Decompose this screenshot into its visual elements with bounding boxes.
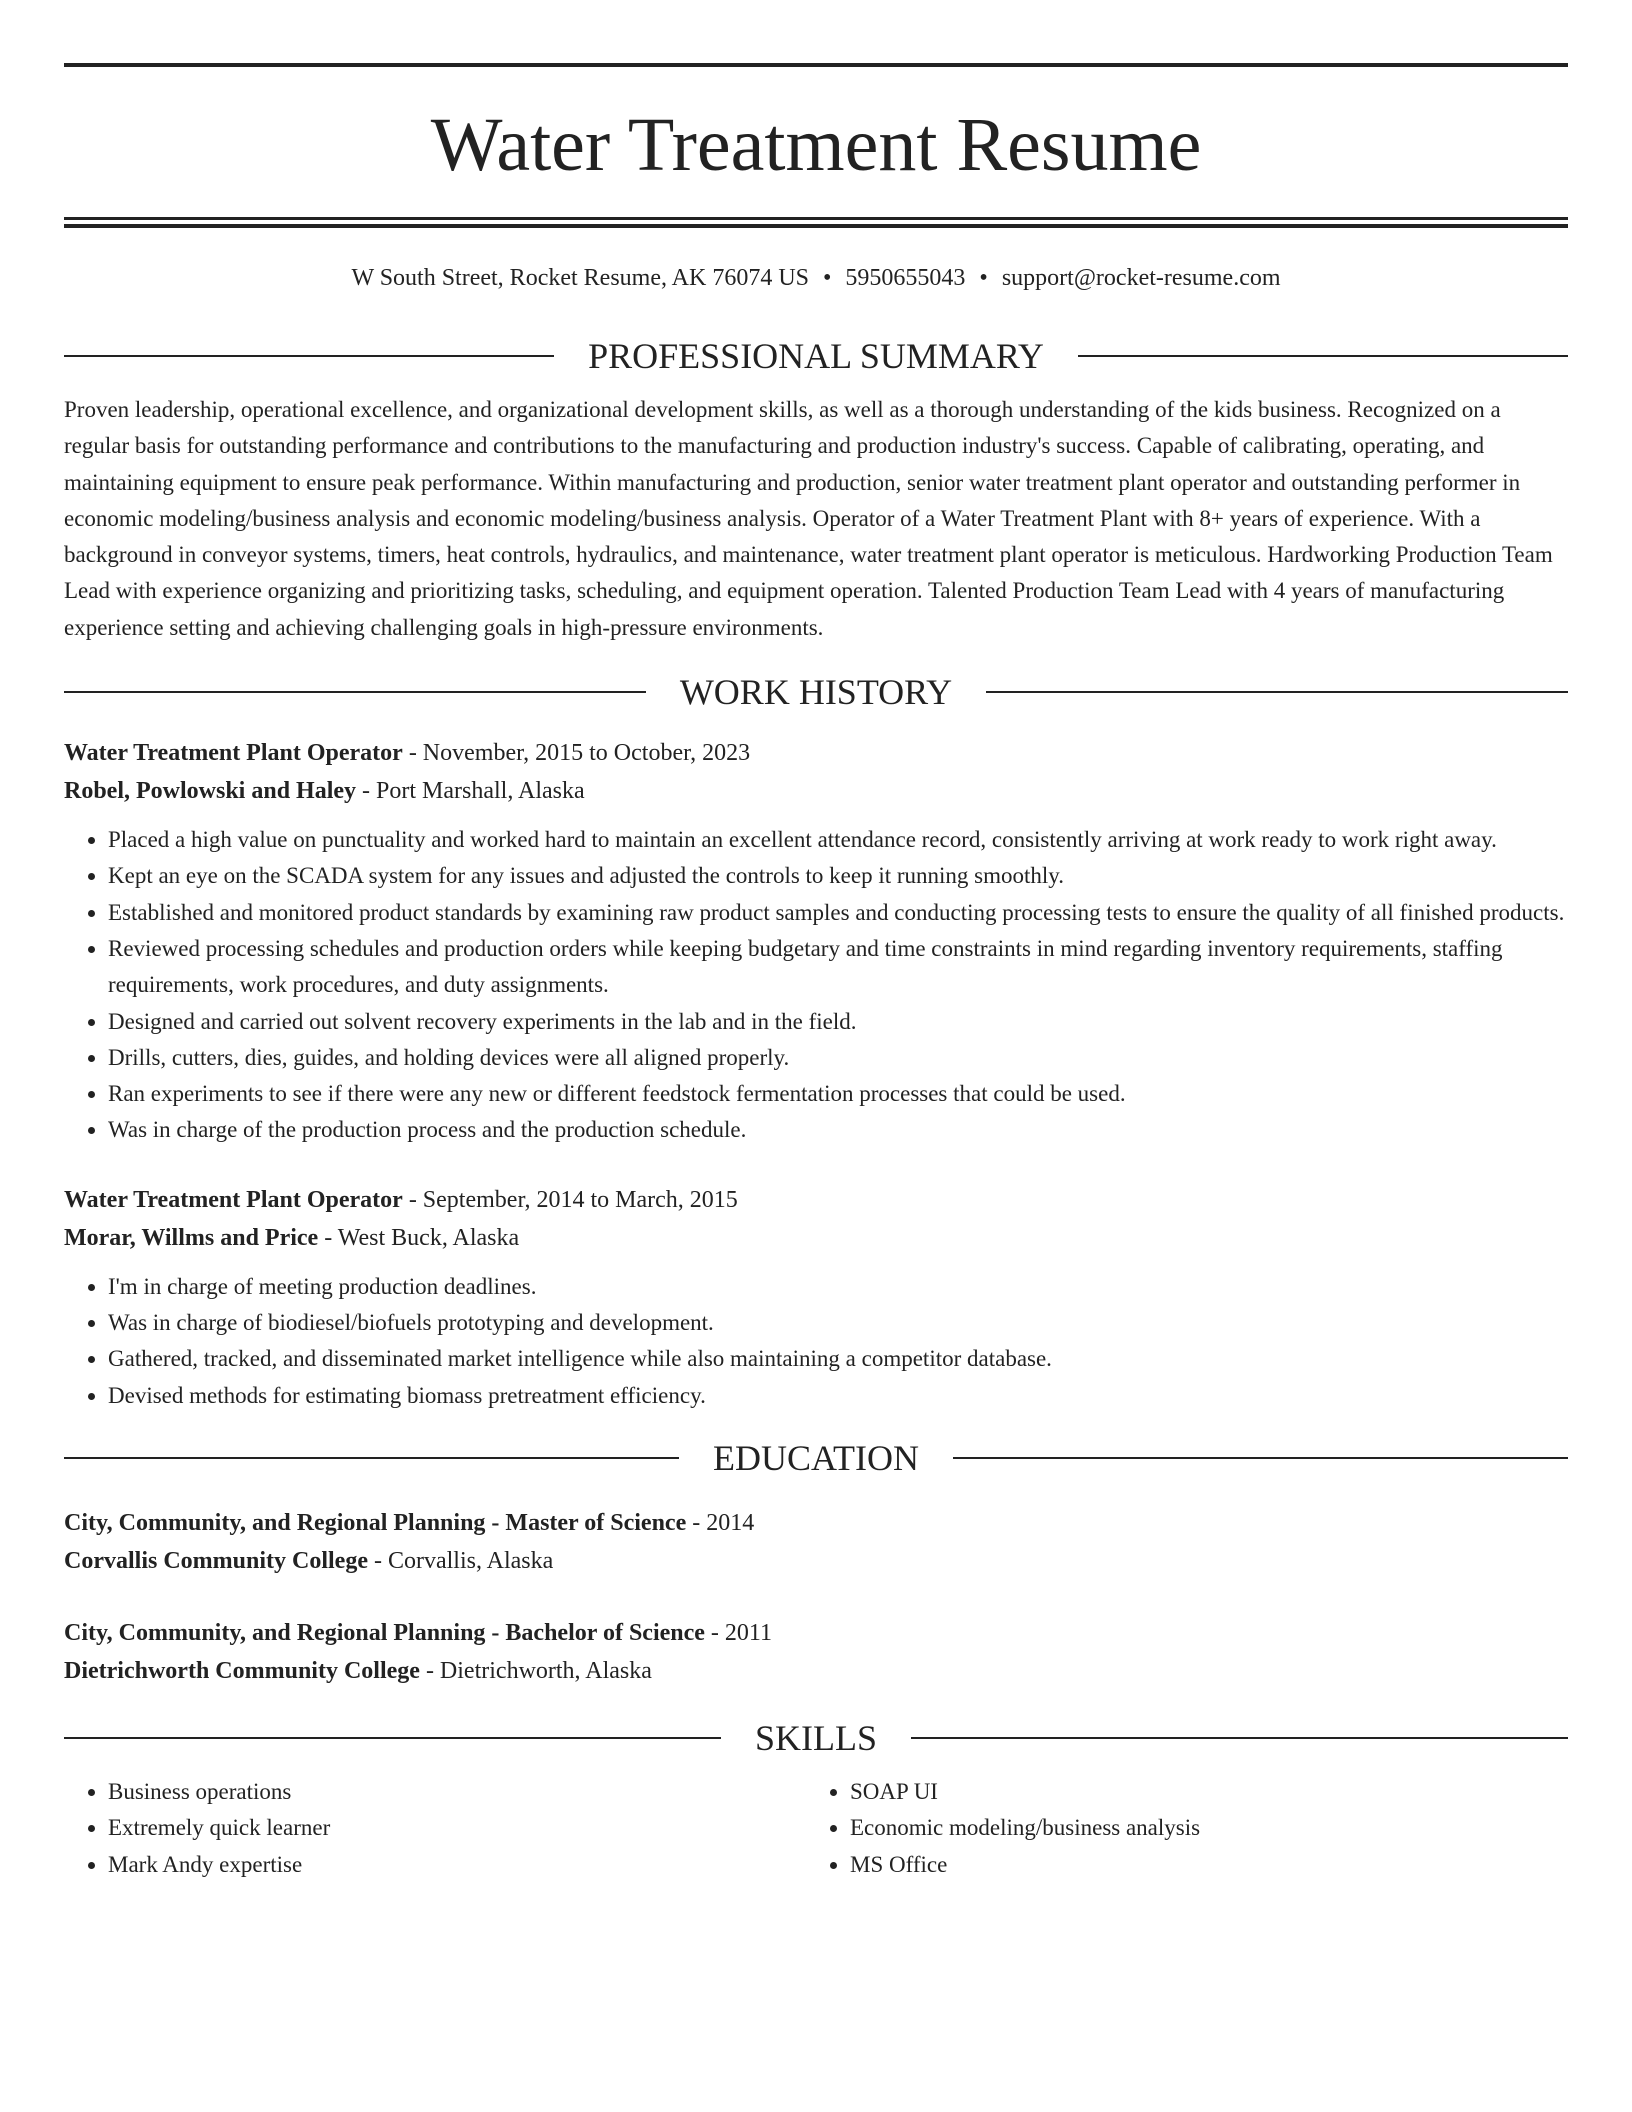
education-school-line	[64, 1652, 1568, 1690]
skills-heading: SKILLS	[755, 1717, 878, 1758]
job-company-line	[64, 1219, 1568, 1257]
job-title: Water Treatment Plant Operator	[64, 740, 403, 767]
job-location: - Port Marshall, Alaska	[356, 778, 585, 805]
skill-item: • Mark Andy expertise	[108, 1847, 806, 1883]
skill-item: • SOAP UI	[850, 1774, 1548, 1810]
title-double-rule	[64, 217, 1568, 228]
resume-page	[64, 63, 1568, 1883]
skills-list	[64, 1774, 1568, 1883]
summary-text: Proven leadership, operational excellence, and organizational development skills, as well as a thorough understanding of the kids business. Recognized on a regular basis for outstanding performance and contributions to the manufacturing and production industry's success. Capable of calibrating, operating, and maintaining equipment to ensure peak performance. Within manufacturing and production, senior water treatment plant operator and outstanding performer in economic modeling/business analysis and economic modeling/business analysis. Operator of a Water Treatment Plant with 8+ years of experience. With a background in conveyor systems, timers, heat controls, hydraulics, and maintenance, water treatment plant operator is meticulous. Hardworking Production Team Lead with experience organizing and prioritizing tasks, scheduling, and equipment operation. Talented Production Team Lead with 4 years of manufacturing experience setting and achieving challenging goals in high-pressure environments.	[64, 397, 1553, 640]
job-bullet: • Kept an eye on the SCADA system for any issues and adjusted the controls to keep it running smoothly.	[108, 858, 1568, 894]
education-degree: City, Community, and Regional Planning - Master of Science	[64, 1509, 687, 1536]
skills-section-heading	[64, 1716, 1568, 1760]
job-company: Morar, Willms and Price	[64, 1224, 319, 1251]
job-title: Water Treatment Plant Operator	[64, 1186, 403, 1213]
job-bullets	[64, 1269, 1568, 1414]
job-bullet: • Devised methods for estimating biomass pretreatment efficiency.	[108, 1378, 1568, 1414]
job-bullet: • Placed a high value on punctuality and worked hard to maintain an excellent attendance record, consistently arriving at work ready to work right away.	[108, 822, 1568, 858]
job-location: - West Buck, Alaska	[318, 1224, 520, 1251]
heading-rule	[1078, 355, 1568, 357]
heading-rule	[953, 1457, 1568, 1459]
top-rule	[64, 63, 1568, 67]
job-bullet: • Reviewed processing schedules and production orders while keeping budgetary and time constraints in mind regarding inventory requirements, staffing requirements, work procedures, and duty assignments.	[108, 931, 1568, 1004]
contact-separator: •	[823, 265, 832, 291]
heading-rule	[911, 1737, 1568, 1739]
summary-section-heading	[64, 334, 1568, 378]
education-degree: City, Community, and Regional Planning - Bachelor of Science	[64, 1619, 705, 1646]
job-dates: - September, 2014 to March, 2015	[402, 1186, 738, 1213]
job-entry	[64, 734, 1568, 1149]
education-degree-line	[64, 1504, 1568, 1542]
education-location: - Dietrichworth, Alaska	[419, 1657, 652, 1684]
heading-rule	[64, 355, 554, 357]
job-bullets	[64, 822, 1568, 1149]
contact-email: support@rocket-resume.com	[1001, 265, 1281, 291]
contact-separator: •	[979, 265, 988, 291]
education-entry	[64, 1504, 1568, 1580]
job-bullet: • Ran experiments to see if there were any new or different feedstock fermentation processes that could be used.	[108, 1076, 1568, 1112]
education-school-line	[64, 1542, 1568, 1580]
education-school: Dietrichworth Community College	[64, 1657, 420, 1684]
work-section-heading	[64, 670, 1568, 714]
skill-item: • Business operations	[108, 1774, 806, 1810]
education-school: Corvallis Community College	[64, 1547, 368, 1574]
skill-item: • Economic modeling/business analysis	[850, 1810, 1548, 1846]
education-location: - Corvallis, Alaska	[367, 1547, 554, 1574]
heading-rule	[64, 1457, 679, 1459]
skills-bullets	[64, 1774, 806, 1883]
contact-line	[64, 262, 1568, 294]
skills-bullets	[806, 1774, 1548, 1883]
education-degree-line	[64, 1614, 1568, 1652]
job-bullet: • Designed and carried out solvent recovery experiments in the lab and in the field.	[108, 1004, 1568, 1040]
contact-address: W South Street, Rocket Resume, AK 76074 US	[351, 265, 810, 291]
heading-rule	[986, 691, 1568, 693]
education-year: - 2011	[704, 1619, 773, 1646]
heading-rule	[64, 691, 646, 693]
job-bullet: • Gathered, tracked, and disseminated market intelligence while also maintaining a competitor database.	[108, 1341, 1568, 1377]
resume-title: Water Treatment Resume	[430, 103, 1202, 187]
summary-heading: PROFESSIONAL SUMMARY	[588, 336, 1044, 376]
job-bullet: • Was in charge of the production process and the production schedule.	[108, 1112, 1568, 1148]
job-title-line	[64, 1181, 1568, 1219]
contact-phone: 5950655043	[845, 265, 966, 291]
job-company-line	[64, 772, 1568, 810]
job-dates: - November, 2015 to October, 2023	[402, 740, 751, 767]
skills-column-right	[806, 1774, 1548, 1883]
education-section-heading	[64, 1436, 1568, 1480]
job-bullet: • Established and monitored product standards by examining raw product samples and conducting processing tests to ensure the quality of all finished products.	[108, 895, 1568, 931]
job-title-line	[64, 734, 1568, 772]
education-year: - 2014	[686, 1509, 755, 1536]
education-entry	[64, 1614, 1568, 1690]
skills-column-left	[64, 1774, 806, 1883]
work-heading: WORK HISTORY	[679, 672, 953, 713]
job-entry	[64, 1181, 1568, 1414]
job-company: Robel, Powlowski and Haley	[64, 778, 357, 805]
job-bullet: • I'm in charge of meeting production deadlines.	[108, 1269, 1568, 1305]
education-heading: EDUCATION	[713, 1437, 919, 1478]
heading-rule	[64, 1737, 721, 1739]
skill-item: • Extremely quick learner	[108, 1810, 806, 1846]
skill-item: • MS Office	[850, 1847, 1548, 1883]
job-bullet: • Drills, cutters, dies, guides, and holding devices were all aligned properly.	[108, 1040, 1568, 1076]
job-bullet: • Was in charge of biodiesel/biofuels prototyping and development.	[108, 1305, 1568, 1341]
